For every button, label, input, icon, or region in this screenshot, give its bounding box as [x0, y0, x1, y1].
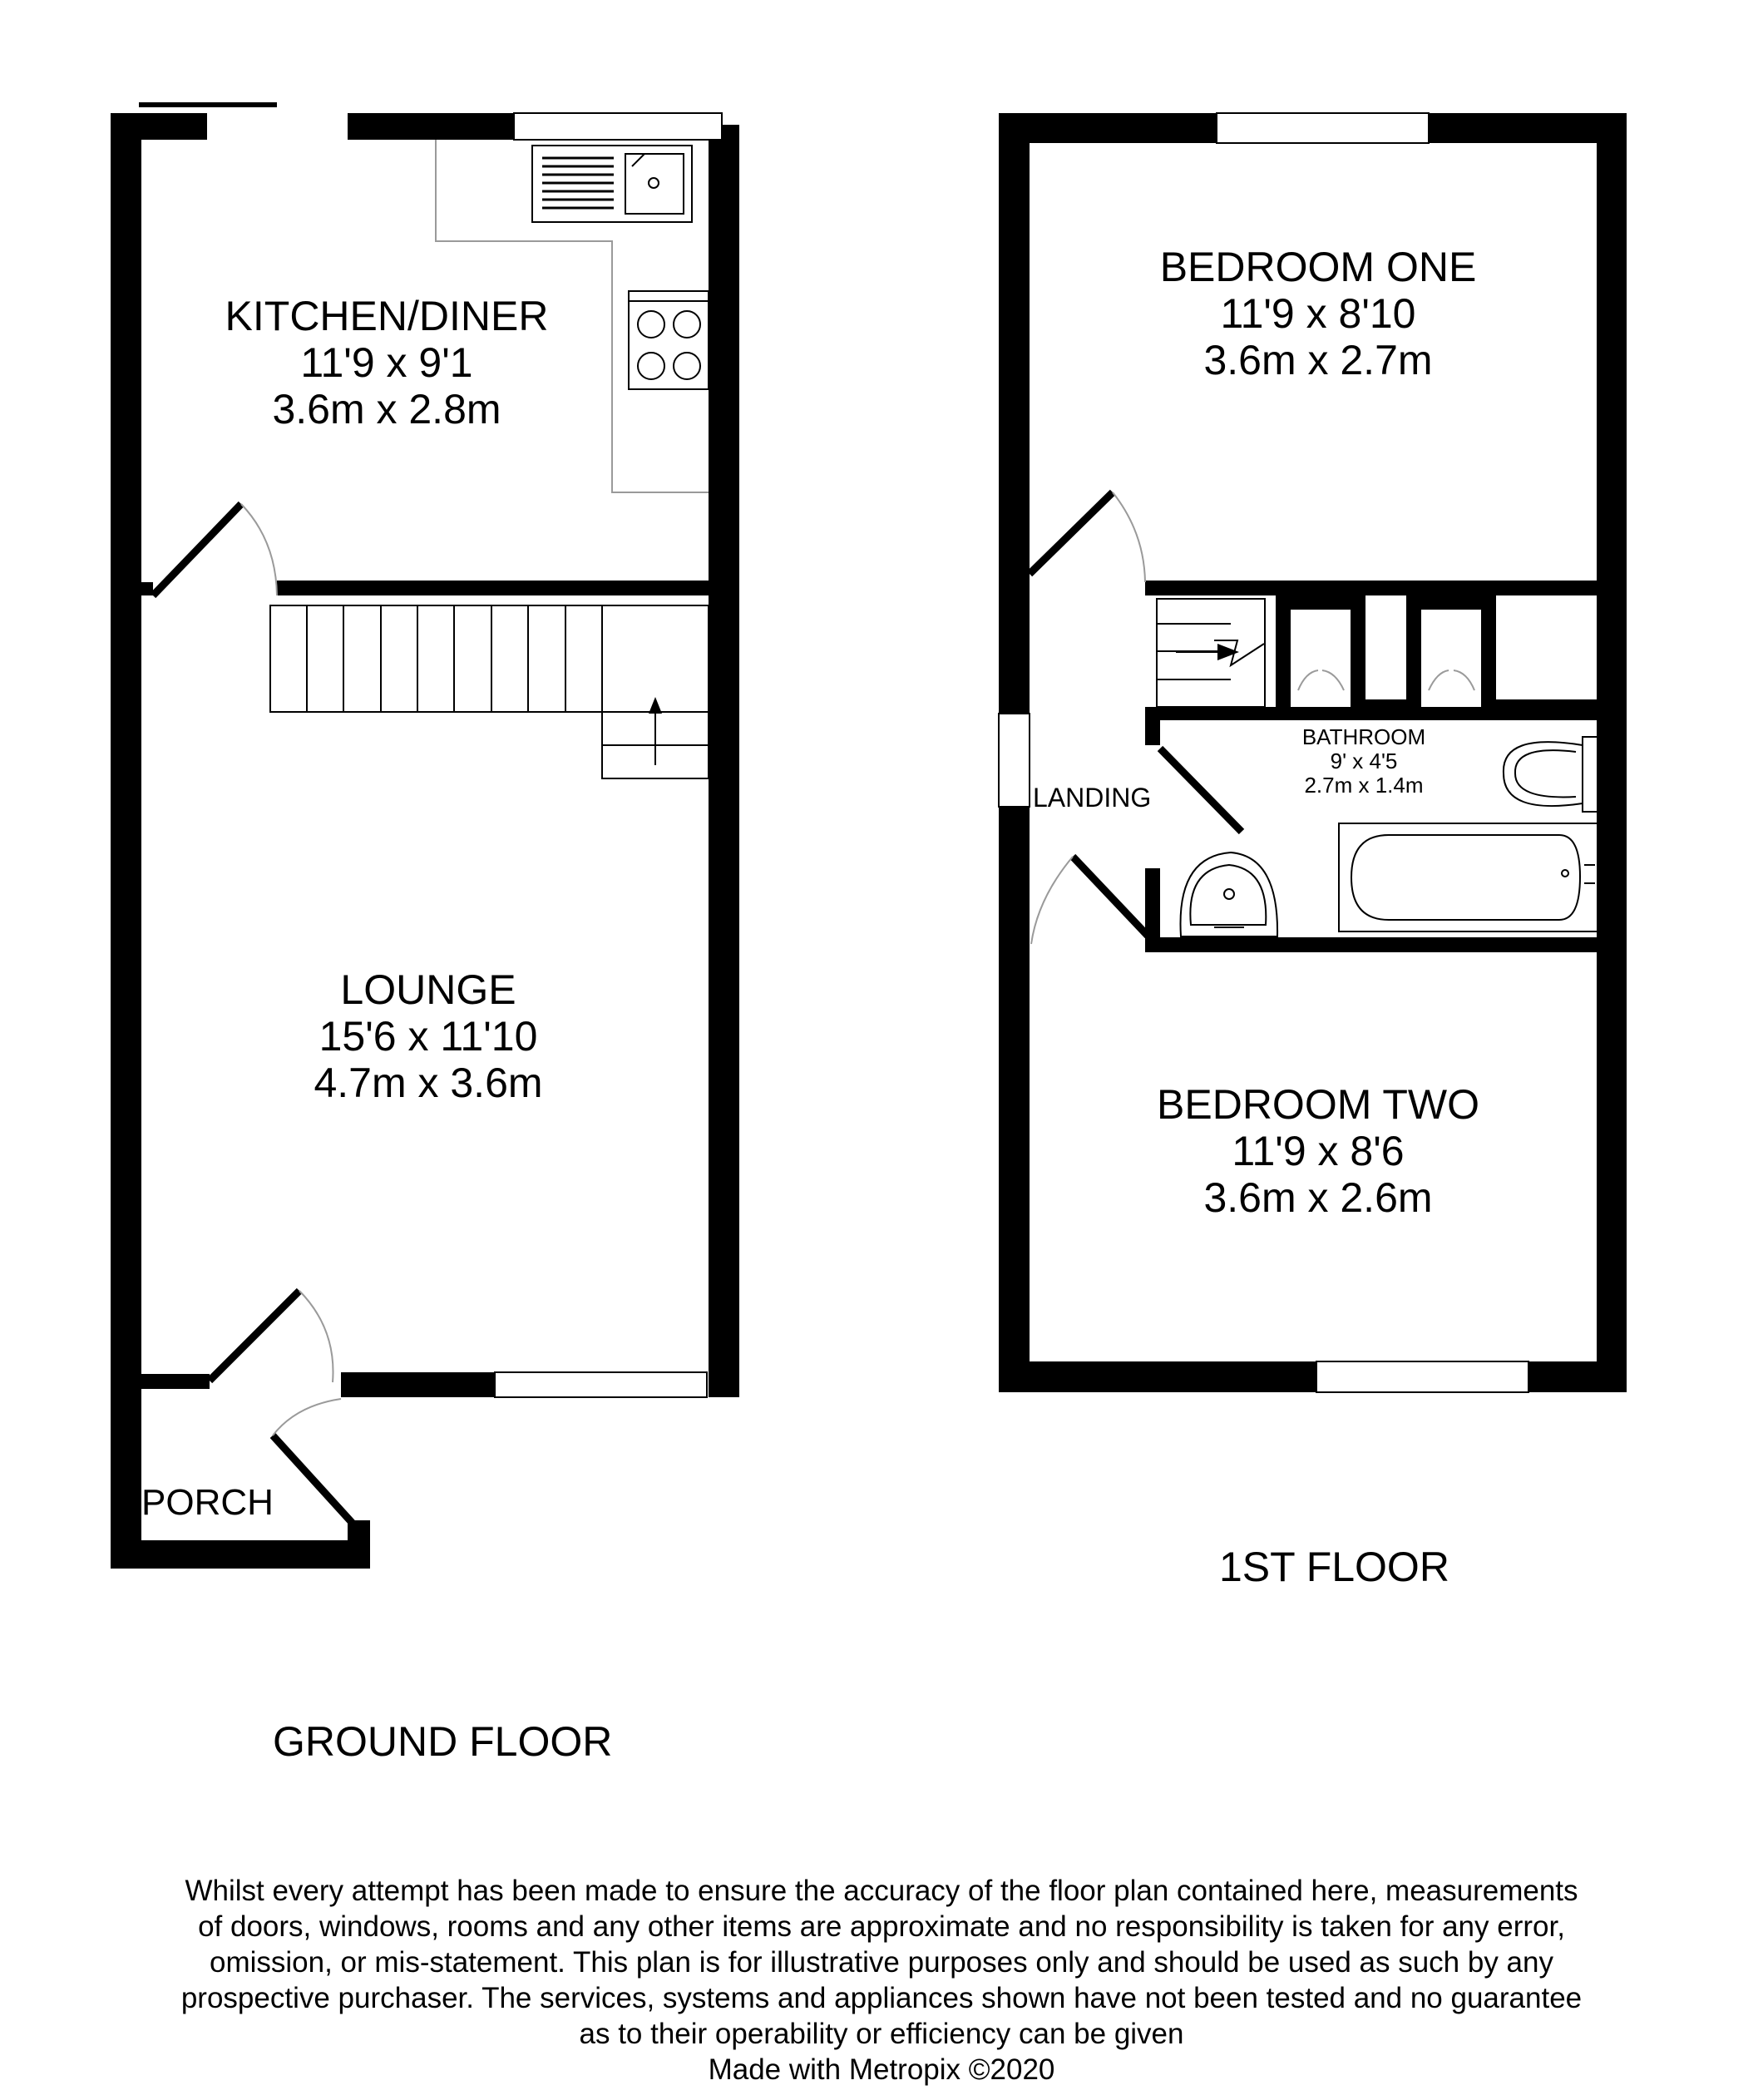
ground-left-wall [111, 113, 141, 1569]
lounge-imperial: 15'6 x 11'10 [319, 1013, 538, 1060]
lounge-front-wall-left [141, 1374, 210, 1389]
kitchen-sink [532, 146, 692, 222]
lounge-label [216, 966, 640, 1106]
disclaimer-line-2: of doors, windows, rooms and any other items are approximate and no responsibility is taken for any error, [198, 1910, 1565, 1943]
stair-up-arrow-icon [649, 697, 662, 714]
bathroom-metric: 2.7m x 1.4m [1304, 773, 1424, 798]
airing-cupboards [1283, 602, 1598, 707]
toilet-icon [1504, 737, 1598, 812]
bathroom-imperial: 9' x 4'5 [1330, 749, 1398, 774]
bedroom-one-door-swing [1113, 492, 1145, 582]
cupboard-door-swing-3 [1429, 670, 1449, 690]
kitchen-door-swing [241, 504, 277, 595]
bathroom-bottom-wall [1145, 937, 1598, 952]
landing-window [999, 714, 1030, 807]
bathroom-top-wall [1145, 707, 1598, 720]
basin-icon [1181, 852, 1278, 936]
first-left-wall-lower [999, 807, 1030, 1392]
kitchen-window [514, 113, 722, 140]
kitchen-door-leaf [153, 504, 241, 595]
bedroom-two-label [1106, 1081, 1530, 1221]
bedroom-two-window [1316, 1361, 1528, 1392]
ground-top-wall-left [111, 113, 207, 140]
bedroom-two-door-swing [1031, 857, 1073, 944]
porch-door-leaf [273, 1435, 356, 1527]
kitchen-hob [629, 291, 709, 389]
ground-right-wall [709, 125, 739, 1397]
bedroom-one-imperial: 11'9 x 8'10 [1220, 290, 1416, 337]
cupboard-door-swing-2 [1322, 670, 1344, 690]
disclaimer-line-4: prospective purchaser. The services, systems and appliances shown have not been tested and no guarantee [180, 1982, 1583, 2014]
bedroom-one-bottom-wall [1145, 581, 1598, 595]
bathroom-name: BATHROOM [1301, 724, 1426, 749]
disclaimer-line-1: Whilst every attempt has been made to ensure the accuracy of the floor plan contained here, measurements [185, 1875, 1578, 1907]
bathroom-door-leaf [1160, 749, 1242, 832]
porch-label: PORCH [141, 1482, 274, 1523]
ground-top-wall-right [348, 113, 514, 140]
cupboard-door-swing-1 [1298, 670, 1318, 690]
kitchen-diner-label [175, 293, 599, 432]
lounge-door-swing [299, 1291, 333, 1382]
lounge-metric: 4.7m x 3.6m [314, 1060, 543, 1106]
bathroom-label [1247, 725, 1480, 798]
porch-door-swing [273, 1399, 341, 1435]
lounge-door-leaf [210, 1291, 299, 1381]
ground-staircase [270, 605, 709, 778]
bedroom-two-name: BEDROOM TWO [1157, 1081, 1479, 1128]
bedroom-one-metric: 3.6m x 2.7m [1203, 337, 1433, 383]
bedroom-one-label [1106, 244, 1530, 383]
kitchen-metric: 3.6m x 2.8m [272, 386, 501, 432]
metropix-credit: Made with Metropix ©2020 [708, 2053, 1055, 2086]
bedroom-two-metric: 3.6m x 2.6m [1203, 1174, 1433, 1221]
kitchen-lounge-wall [277, 581, 711, 595]
porch-bottom-wall [111, 1540, 370, 1569]
bedroom-one-name: BEDROOM ONE [1159, 244, 1477, 290]
bedroom-one-door-leaf [1030, 492, 1113, 574]
lounge-window [495, 1372, 707, 1397]
kitchen-imperial: 11'9 x 9'1 [300, 339, 473, 386]
bedroom-two-imperial: 11'9 x 8'6 [1232, 1128, 1405, 1174]
kitchen-name: KITCHEN/DINER [225, 293, 549, 339]
landing-label: LANDING [1033, 783, 1152, 813]
disclaimer-text [125, 1873, 1638, 2088]
first-floor-label: 1ST FLOOR [1219, 1544, 1449, 1590]
disclaimer-line-5: as to their operability or efficiency can be given [579, 2018, 1184, 2050]
ground-floor-label: GROUND FLOOR [273, 1718, 613, 1765]
first-floor-staircase [1157, 599, 1265, 707]
first-bottom-wall [999, 1361, 1627, 1392]
disclaimer-line-3: omission, or mis-statement. This plan is for illustrative purposes only and should be used as such by any [210, 1946, 1553, 1979]
bedroom-one-window [1217, 113, 1429, 143]
first-right-wall [1597, 113, 1627, 1392]
cupboard-door-swing-4 [1454, 670, 1474, 690]
bedroom-two-door-leaf [1073, 857, 1148, 936]
bathtub-icon [1339, 823, 1598, 931]
bathroom-left-wall-top [1145, 707, 1160, 745]
first-left-wall-upper [999, 113, 1030, 714]
lounge-name: LOUNGE [340, 966, 516, 1013]
lounge-front-wall-right [341, 1372, 495, 1397]
